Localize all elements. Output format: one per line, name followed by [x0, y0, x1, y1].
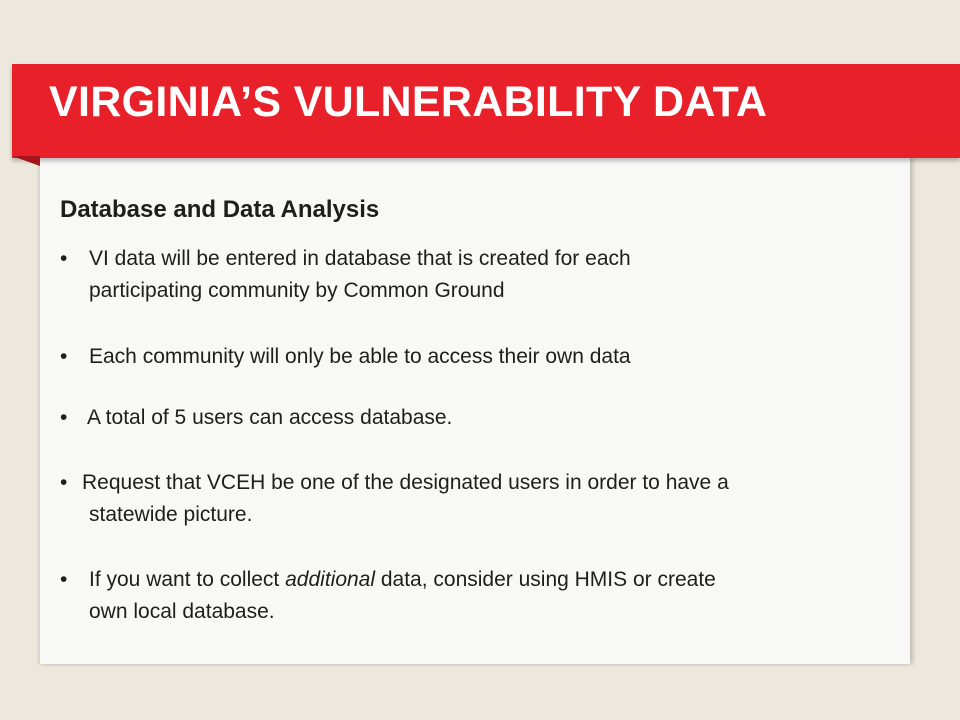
emphasized-word: additional [285, 568, 376, 591]
bullet-text: own local database. [89, 600, 275, 623]
bullet-text: VI data will be entered in database that is created for each [89, 247, 631, 270]
bullet-dot: • [60, 345, 68, 368]
bullet-text: A total of 5 users can access database. [87, 406, 453, 429]
bullet-dot: • [60, 568, 68, 591]
bullet-text: data, consider using HMIS or create [375, 568, 716, 591]
bullet-text: Each community will only be able to access their own data [89, 345, 631, 368]
bullet-text: participating community by Common Ground [89, 279, 505, 302]
bullet-dot: • [60, 471, 68, 494]
banner-fold [12, 156, 40, 166]
slide-title: VIRGINIA’S VULNERABILITY DATA [49, 78, 768, 126]
bullet-text: If you want to collect [89, 568, 286, 591]
bullet-dot: • [60, 406, 68, 429]
bullet-text: Request that VCEH be one of the designated users in order to have a [82, 471, 729, 494]
section-heading: Database and Data Analysis [60, 196, 380, 223]
bullet-text: statewide picture. [89, 503, 253, 526]
bullet-dot: • [60, 247, 68, 270]
